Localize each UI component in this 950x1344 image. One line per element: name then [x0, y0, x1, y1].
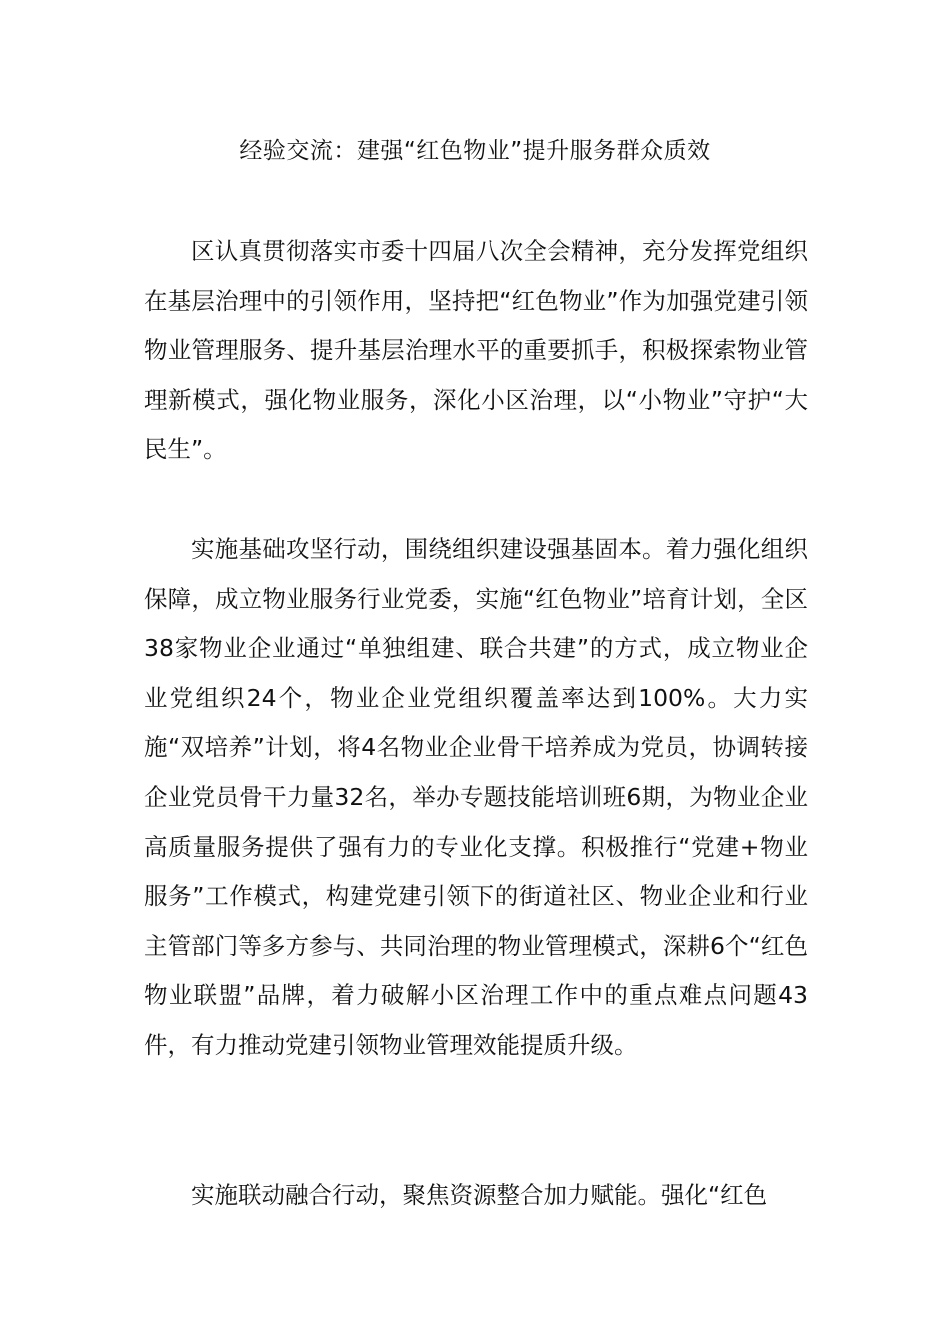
- document-title: 经验交流：建强“红色物业”提升服务群众质效: [239, 138, 711, 164]
- paragraph-intro: 区认真贯彻落实市委十四届八次全会精神，充分发挥党组织在基层治理中的引领作用，坚持把“红色物业”作为加强党建引领物业管理服务、提升基层治理水平的重要抓手，积极探索物业管理新模式，强化物业服务，深化小区治理，以“小物业”守护“大民生”。: [144, 237, 808, 464]
- paragraph-foundation-action: 实施基础攻坚行动，围绕组织建设强基固本。着力强化组织保障，成立物业服务行业党委，实施“红色物业”培育计划，全区38家物业企业通过“单独组建、联合共建”的方式，成立物业企业党组织24个，物业企业党组织覆盖率达到100%。大力实施“双培养”计划，将4名物业企业骨干培养成为党员，协调转接企业党员骨干力量32名，举办专题技能培训班6期，为物业企业高质量服务提供了强有力的专业化支撑。积极推行“党建+物业服务”工作模式，构建党建引领下的街道社区、物业企业和行业主管部门等多方参与、共同治理的物业管理模式，深耕6个“红色物业联盟”品牌，着力破解小区治理工作中的重点难点问题43件，有力推动党建引领物业管理效能提质升级。: [144, 535, 808, 1059]
- paragraph-integration-action: 实施联动融合行动，聚焦资源整合加力赋能。强化“红色: [191, 1181, 768, 1209]
